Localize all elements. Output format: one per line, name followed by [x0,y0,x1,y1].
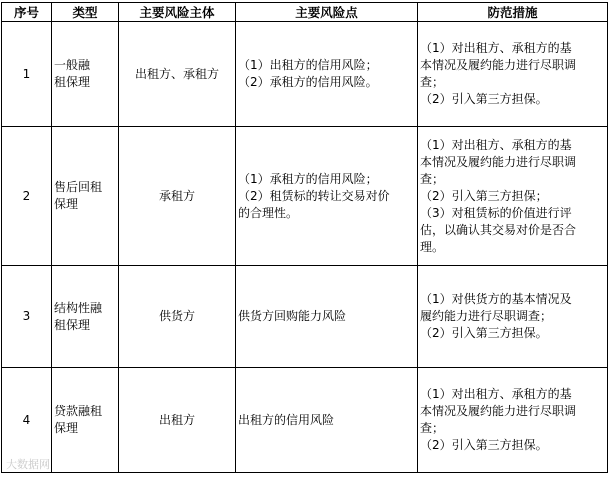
point-line: 供货方回购能力风险 [238,309,347,323]
measure-line: 本情况及履约能力进行尽职调 [420,58,577,72]
type-line: 售后回租 [54,180,103,194]
row-subject: 承租方 [119,127,236,266]
measure-line: （1）对出租方、承租方的基 [420,41,572,55]
point-line: （1）出租方的信用风险； [238,58,378,72]
measure-line: 查； [420,171,445,186]
row-subject: 供货方 [119,266,236,368]
risk-table [1,2,608,473]
point-line: 出租方的信用风险 [238,412,335,427]
point-line: （1）承租方的信用风险； [238,171,378,186]
row-measures [418,127,608,266]
header-type: 类型 [52,3,119,22]
header-no: 序号 [2,3,52,22]
measure-line: 查； [420,75,445,89]
measure-line: （3）对租赁标的价值进行评 [420,205,572,220]
type-line: 租保理 [54,75,91,89]
row-measures [418,22,608,127]
measure-line: （2）引入第三方担保。 [420,326,548,340]
watermark: 大数据网 [6,458,50,471]
measure-line: 本情况及履约能力进行尽职调 [420,154,577,169]
measure-line: （2）引入第三方担保； [420,188,548,203]
row-no: 2 [2,127,52,266]
row-type [52,22,119,127]
row-no: 4 [2,368,52,473]
row-measures [418,368,608,473]
measure-line: 本情况及履约能力进行尽职调 [420,404,577,418]
row-type [52,368,119,473]
row-type [52,266,119,368]
type-line: 租保理 [54,317,91,332]
type-line: 保理 [54,421,79,435]
row-measures [418,266,608,368]
measure-line: 查； [420,421,445,435]
measure-line: （1）对供货方的基本情况及 [420,292,572,306]
row-points [236,368,418,473]
measure-line: （2）引入第三方担保。 [420,92,548,106]
row-subject: 出租方 [119,368,236,473]
row-points [236,127,418,266]
header-row [2,3,608,22]
point-line: 的合理性。 [238,205,299,220]
header-subject: 主要风险主体 [119,3,236,22]
measure-line: 履约能力进行尽职调查； [420,309,553,323]
type-line: 保理 [54,197,79,211]
type-line: 结构性融 [54,300,103,315]
table-row [2,368,608,473]
point-line: （2）租赁标的转让交易对价 [238,188,390,203]
measure-line: （1）对出租方、承租方的基 [420,137,572,152]
point-line: （2）承租方的信用风险。 [238,75,378,89]
measure-line: 估，以确认其交易对价是否合 [420,222,577,237]
row-subject: 出租方、承租方 [119,22,236,127]
table-row [2,22,608,127]
row-no: 3 [2,266,52,368]
header-points: 主要风险点 [236,3,418,22]
measure-line: 理。 [420,239,445,254]
measure-line: （2）引入第三方担保。 [420,438,548,452]
table-row [2,127,608,266]
header-measures: 防范措施 [418,3,608,22]
measure-line: （1）对出租方、承租方的基 [420,387,572,401]
row-points [236,266,418,368]
row-no: 1 [2,22,52,127]
type-line: 一般融 [54,58,91,72]
type-line: 贷款融租 [54,404,103,418]
row-points [236,22,418,127]
row-type [52,127,119,266]
table-row [2,266,608,368]
